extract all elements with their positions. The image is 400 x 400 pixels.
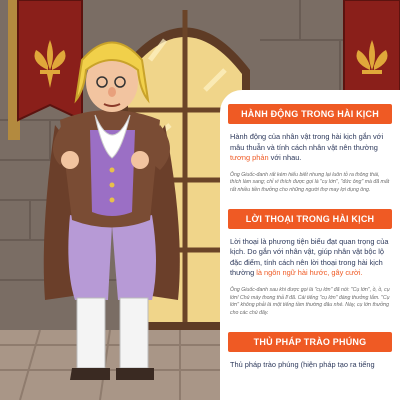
section-note-actions: Ông Giuốc-đanh rất kém hiểu biết nhưng lại luôn tỏ ra thông thái, thích làm sang; chỉ vì thích được gọi là "cụ lớn", "đức ông" mà đã mất rất nhiều tiền thưởng cho những người thợ may lợi dụng ông. — [230, 171, 390, 194]
info-panel — [220, 90, 400, 400]
section-heading-dialogue: LỜI THOẠI TRONG HÀI KỊCH — [228, 209, 392, 229]
section-text-satire: Thủ pháp trào phúng (hiện pháp tạo ra tiếng — [230, 360, 375, 370]
section-note-dialogue: Ông Giuốc-đanh sau khi được gọi là "cụ lớn" đã nói: "Cụ lớn", ồ, ồ, cụ lớn! Chú mày thong thả lĩ đã. Cái tiếng "cụ lớn" đáng thưởng lắm. "Cụ lớn" không phải là một tiếng tầm thường đâu nhé. Này, cụ lớn thưởng cho các chú đây. — [230, 286, 390, 317]
section-heading-satire: THỦ PHÁP TRÀO PHÚNG — [228, 332, 392, 352]
section-text-actions: Hành động của nhân vật trong hài kịch gắn với mâu thuẫn và tính cách nhân vật nên thường tương phản với nhau. — [230, 132, 384, 162]
highlight-text: là ngôn ngữ hài hước, gây cười. — [256, 268, 363, 278]
highlight-text: tương phản — [230, 153, 269, 162]
section-heading-actions: HÀNH ĐỘNG TRONG HÀI KỊCH — [228, 104, 392, 124]
section-text-dialogue: Lời thoại là phương tiện biểu đạt quan trọng của kịch. Do gắn với nhân vật, giúp nhân vật bộc lộ đặc điểm, tính cách nên lời thoại trong hài kịch thường là ngôn ngữ hài hước, gây cười. — [230, 236, 389, 278]
